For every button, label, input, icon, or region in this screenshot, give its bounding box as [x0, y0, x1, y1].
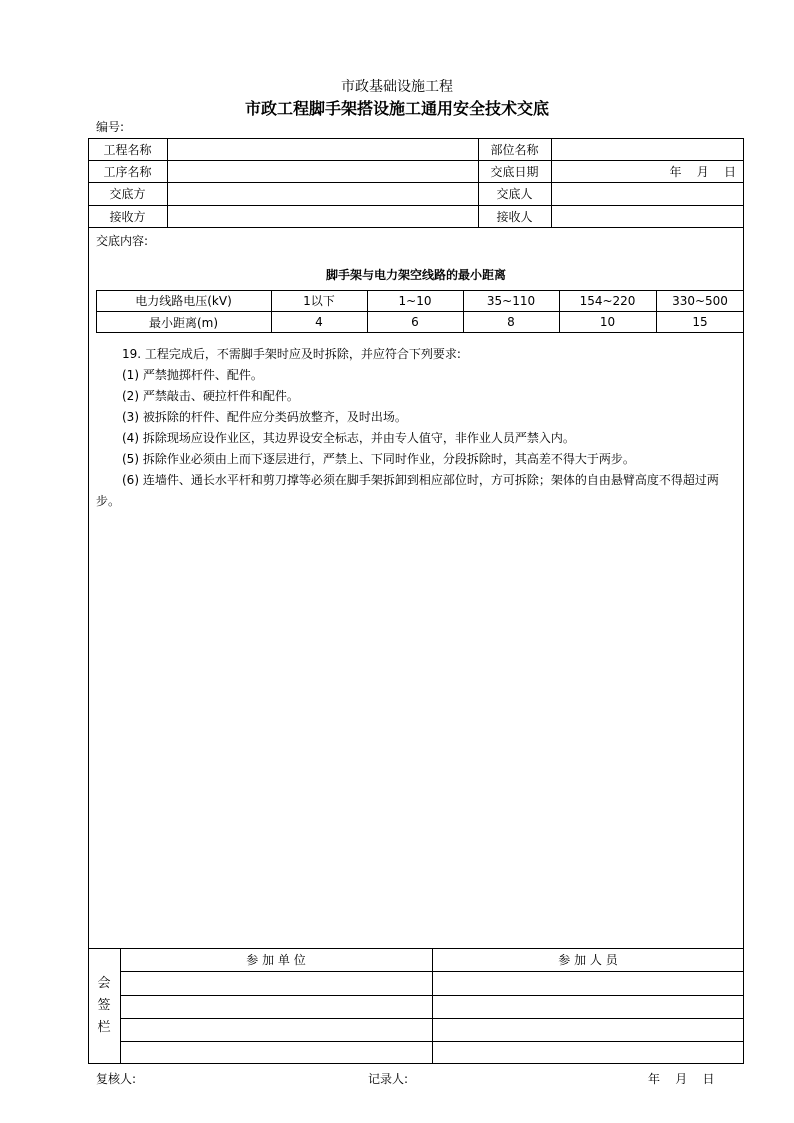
paragraph-item: (3) 被拆除的杆件、配件应分类码放整齐，及时出场。 — [122, 410, 407, 424]
reviewer-label: 复核人: — [96, 1072, 137, 1086]
signoff-person-field[interactable] — [432, 971, 744, 995]
process-name-field[interactable] — [167, 160, 478, 182]
voltage-cell: 154~220 — [579, 293, 636, 308]
distance-cell: 4 — [315, 315, 323, 329]
disclosure-date-label: 交底日期 — [490, 164, 539, 179]
distance-table-title: 脚手架与电力架空线路的最小距离 — [325, 268, 506, 282]
paragraph-item: (6) 连墙件、通长水平杆和剪刀撑等必须在脚手架拆卸到相应部位时，方可拆除；架体的自由悬臂高度不得超过两步。 — [96, 473, 719, 508]
signoff-unit-field[interactable] — [120, 971, 432, 995]
signoff-unit-field[interactable] — [120, 1018, 432, 1041]
discloser-person-label: 交底人 — [496, 187, 533, 201]
process-name-label: 工序名称 — [103, 164, 152, 179]
distance-cell: 10 — [599, 315, 616, 329]
participating-person-header: 参 加 人 员 — [558, 953, 618, 967]
receiver-person-label: 接收人 — [496, 209, 533, 224]
receiver-person-field[interactable] — [551, 205, 744, 227]
paragraph-item: (1) 严禁抛掷杆件、配件。 — [122, 368, 263, 382]
participating-unit-header: 参 加 单 位 — [246, 953, 306, 967]
voltage-header-label: 电力线路电压(kV) — [135, 294, 232, 308]
footer-date: 年 月 日 — [648, 1072, 715, 1086]
voltage-cell: 330~500 — [672, 293, 728, 308]
paragraph-item: (5) 拆除作业必须由上而下逐层进行，严禁上、下同时作业，分段拆除时，其高差不得大于两步。 — [122, 452, 635, 466]
content-label: 交底内容: — [96, 234, 149, 248]
signoff-side-char: 签 — [97, 998, 111, 1013]
paragraph-item: (4) 拆除现场应设作业区，其边界设安全标志，并由专人值守，非作业人员严禁入内。 — [122, 431, 575, 445]
discloser-field[interactable] — [167, 182, 478, 205]
distance-cell: 8 — [507, 315, 515, 329]
receiver-field[interactable] — [167, 205, 478, 227]
distance-cell: 15 — [692, 315, 708, 329]
voltage-cell: 1~10 — [398, 293, 432, 308]
voltage-cell: 35~110 — [486, 293, 536, 308]
discloser-label: 交底方 — [109, 187, 146, 201]
signoff-side-char: 会 — [97, 976, 111, 991]
discloser-person-field[interactable] — [551, 182, 744, 205]
signoff-person-field[interactable] — [432, 1018, 744, 1041]
number-label: 编号: — [96, 120, 125, 134]
part-name-label: 部位名称 — [490, 142, 539, 157]
paragraph-item: 19. 工程完成后，不需脚手架时应及时拆除，并应符合下列要求: — [122, 347, 461, 361]
recorder-label: 记录人: — [368, 1072, 409, 1086]
distance-cell: 6 — [411, 315, 419, 329]
signoff-side-label — [88, 948, 120, 1064]
part-name-field[interactable] — [551, 138, 744, 160]
signoff-person-field[interactable] — [432, 1041, 744, 1064]
paragraph-item: (2) 严禁敲击、硬拉杆件和配件。 — [122, 389, 299, 403]
distance-row-label: 最小距离(m) — [148, 315, 219, 330]
document-subtitle-category: 市政基础设施工程 — [341, 79, 453, 95]
disclosure-date-field[interactable]: 年 月 日 — [669, 164, 736, 179]
document-title: 市政工程脚手架搭设施工通用安全技术交底 — [244, 99, 549, 118]
project-name-label: 工程名称 — [103, 142, 152, 157]
signoff-unit-field[interactable] — [120, 995, 432, 1018]
signoff-person-field[interactable] — [432, 995, 744, 1018]
signoff-side-char: 栏 — [97, 1020, 111, 1035]
project-name-field[interactable] — [167, 138, 478, 160]
divider — [88, 227, 744, 228]
receiver-label: 接收方 — [109, 209, 146, 224]
signoff-unit-field[interactable] — [120, 1041, 432, 1064]
voltage-cell: 1以下 — [303, 294, 335, 308]
